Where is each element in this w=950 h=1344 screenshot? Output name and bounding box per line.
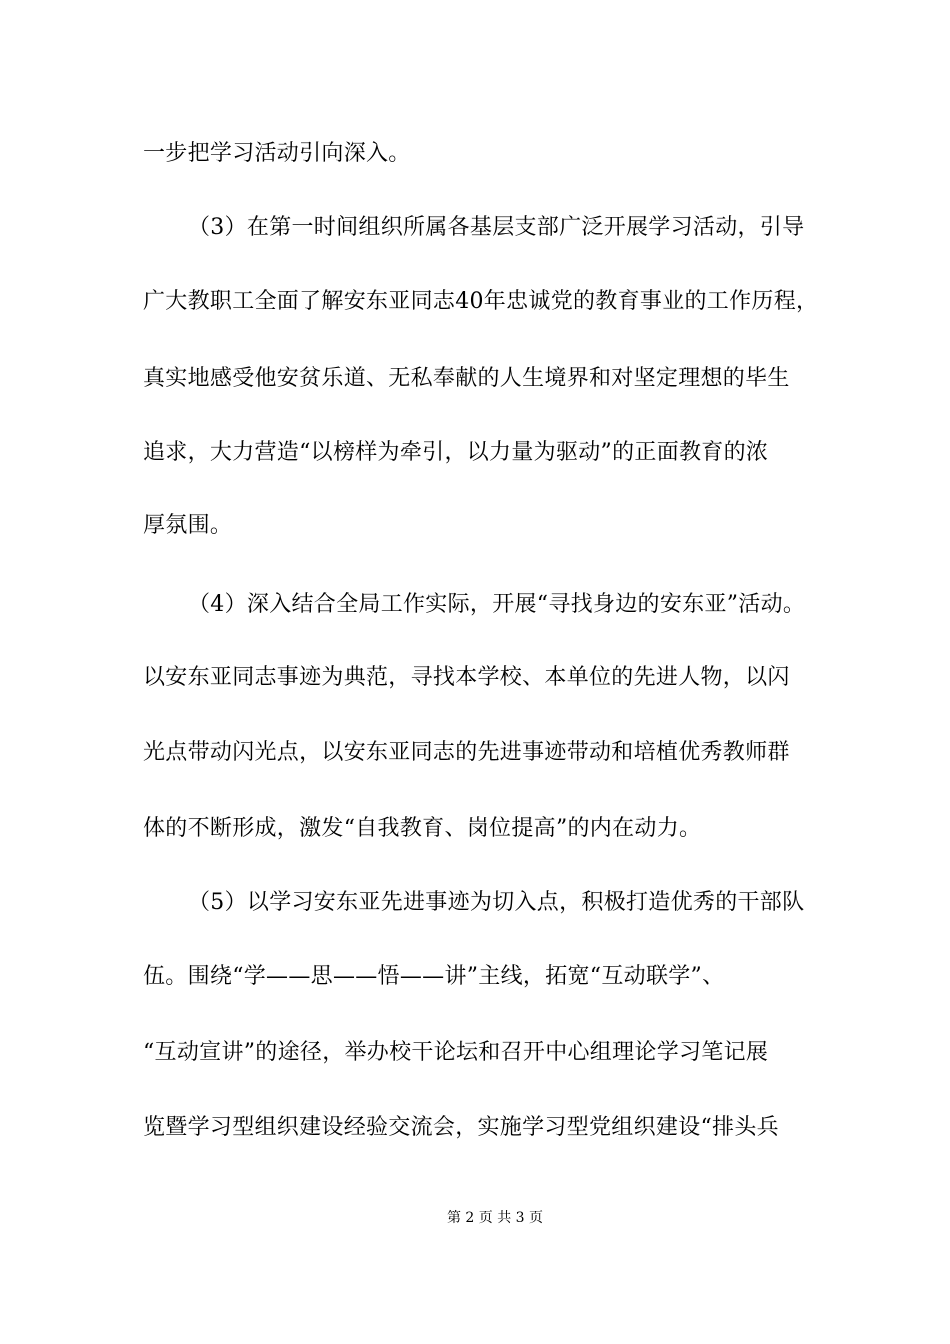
text-line: 伍。围绕“学——思——悟——讲”主线，拓宽“互动联学”、	[143, 964, 725, 989]
text-line: 追求，大力营造“以榜样为牵引，以力量为驱动”的正面教育的浓	[143, 440, 769, 465]
text-line: “互动宣讲”的途径，举办校干论坛和召开中心组理论学习笔记展	[143, 1040, 769, 1065]
text-line: 光点带动闪光点，以安东亚同志的先进事迹带动和培植优秀教师群	[143, 740, 790, 765]
text-line: （3）在第一时间组织所属各基层支部广泛开展学习活动，引导	[188, 215, 805, 240]
text-line: 一步把学习活动引向深入。	[143, 141, 411, 166]
text-line: 以安东亚同志事迹为典范，寻找本学校、本单位的先进人物，以闪	[143, 665, 790, 690]
text-line: 体的不断形成，激发“自我教育、岗位提高”的内在动力。	[143, 816, 702, 841]
text-line: 览暨学习型组织建设经验交流会，实施学习型党组织建设“排头兵	[143, 1115, 779, 1140]
text-line: 广大教职工全面了解安东亚同志40年忠诚党的教育事业的工作历程，	[143, 289, 819, 314]
text-line: （4）深入结合全局工作实际，开展“寻找身边的安东亚”活动。	[188, 592, 806, 617]
text-line: 真实地感受他安贫乐道、无私奉献的人生境界和对坚定理想的毕生	[143, 366, 790, 391]
page-number: 第 2 页 共 3 页	[446, 1210, 544, 1226]
text-line: 厚氛围。	[143, 513, 233, 538]
text-line: （5）以学习安东亚先进事迹为切入点，积极打造优秀的干部队	[188, 890, 805, 915]
